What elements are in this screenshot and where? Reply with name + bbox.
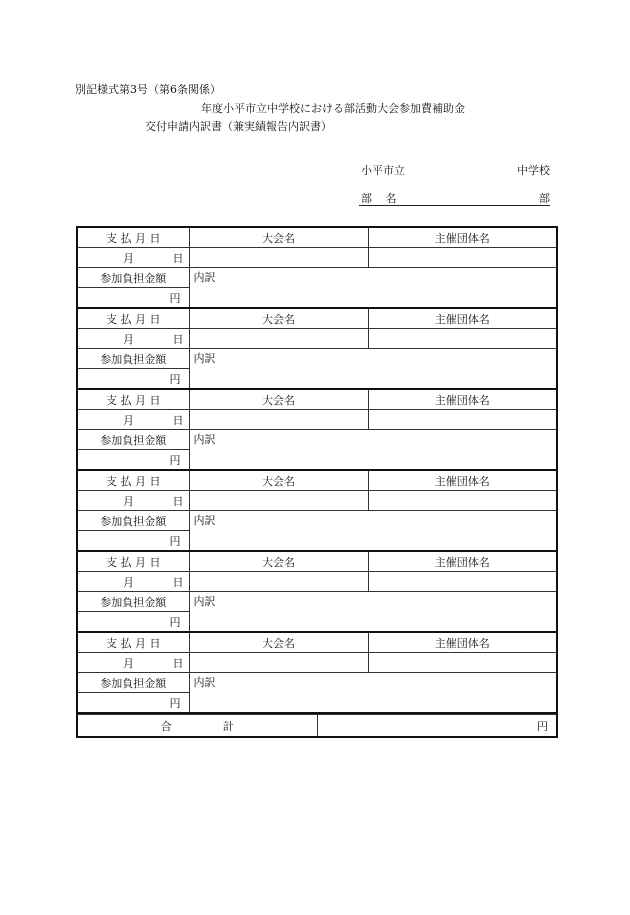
organizer-header: 主催団体名 (368, 308, 557, 329)
payment-date-header: 支 払 月 日 (77, 227, 189, 248)
department-name-field-line[interactable] (359, 205, 550, 206)
payment-date-field[interactable] (77, 248, 189, 268)
detail-field[interactable] (189, 592, 557, 633)
event-name-field[interactable] (189, 329, 368, 349)
fee-label: 参加負担金額 (77, 673, 189, 693)
organizer-field[interactable] (368, 491, 557, 511)
organizer-field[interactable] (368, 248, 557, 268)
payment-date-field[interactable] (77, 410, 189, 430)
department-label: 部 名 (361, 192, 402, 205)
payment-date-header: 支 払 月 日 (77, 551, 189, 572)
detail-label: 内訳 (193, 271, 216, 284)
event-name-header: 大会名 (189, 308, 368, 329)
payment-date-field[interactable] (77, 491, 189, 511)
department-suffix: 部 (539, 192, 550, 205)
fee-amount-field[interactable] (77, 369, 189, 390)
fee-amount-field[interactable] (77, 531, 189, 552)
detail-field[interactable] (189, 430, 557, 471)
day-label: 日 (172, 656, 184, 670)
fee-amount-field[interactable] (77, 612, 189, 633)
school-name-suffix: 中学校 (517, 164, 550, 177)
expense-breakdown-table (76, 226, 556, 738)
event-name-field[interactable] (189, 248, 368, 268)
yen-label: 円 (169, 615, 181, 629)
school-name-prefix: 小平市立 (361, 164, 405, 177)
entry-fee-row (77, 592, 557, 612)
detail-field[interactable] (189, 511, 557, 552)
payment-date-header: 支 払 月 日 (77, 632, 189, 653)
event-name-field[interactable] (189, 410, 368, 430)
payment-date-field[interactable] (77, 653, 189, 673)
month-label: 月 (123, 656, 134, 670)
total-label-left: 合 (160, 719, 172, 733)
document-title-line2: 交付申請内訳書（兼実績報告内訳書） (145, 120, 332, 133)
entry-header-row (77, 308, 557, 329)
month-label: 月 (123, 575, 134, 589)
entry-header-row (77, 551, 557, 572)
detail-label: 内訳 (193, 433, 216, 446)
organizer-header: 主催団体名 (368, 470, 557, 491)
detail-label: 内訳 (193, 676, 216, 689)
entry-values-row (77, 572, 557, 592)
fee-label: 参加負担金額 (77, 592, 189, 612)
organizer-header: 主催団体名 (368, 227, 557, 248)
organizer-header: 主催団体名 (368, 551, 557, 572)
organizer-header: 主催団体名 (368, 632, 557, 653)
yen-label: 円 (169, 291, 181, 305)
event-name-header: 大会名 (189, 470, 368, 491)
yen-label: 円 (169, 534, 181, 548)
fee-label: 参加負担金額 (77, 268, 189, 288)
fee-label: 参加負担金額 (77, 349, 189, 369)
detail-field[interactable] (189, 268, 557, 309)
document-title-line1: 年度小平市立中学校における部活動大会参加費補助金 (201, 102, 465, 115)
organizer-field[interactable] (368, 653, 557, 673)
day-label: 日 (172, 575, 184, 589)
entry-fee-row (77, 673, 557, 693)
entry-header-row (77, 470, 557, 491)
event-name-field[interactable] (189, 653, 368, 673)
organizer-field[interactable] (368, 329, 557, 349)
day-label: 日 (172, 413, 184, 427)
entry-fee-row (77, 511, 557, 531)
yen-label: 円 (169, 372, 181, 386)
entry-header-row (77, 389, 557, 410)
entry-header-row (77, 632, 557, 653)
event-name-header: 大会名 (189, 632, 368, 653)
yen-label: 円 (169, 453, 181, 467)
total-yen-label: 円 (537, 719, 548, 733)
detail-field[interactable] (189, 673, 557, 714)
payment-date-header: 支 払 月 日 (77, 389, 189, 410)
total-row (76, 714, 558, 738)
organizer-header: 主催団体名 (368, 389, 557, 410)
detail-label: 内訳 (193, 352, 216, 365)
fee-amount-field[interactable] (77, 450, 189, 471)
detail-label: 内訳 (193, 595, 216, 608)
payment-date-header: 支 払 月 日 (77, 470, 189, 491)
form-number: 別記様式第3号（第6条関係） (75, 83, 221, 96)
detail-field[interactable] (189, 349, 557, 390)
entry-values-row (77, 653, 557, 673)
entry-fee-row (77, 349, 557, 369)
entry-values-row (77, 248, 557, 268)
payment-date-header: 支 払 月 日 (77, 308, 189, 329)
day-label: 日 (172, 332, 184, 346)
total-label-right: 計 (222, 719, 234, 733)
organizer-field[interactable] (368, 410, 557, 430)
yen-label: 円 (169, 696, 181, 710)
entry-header-row (77, 227, 557, 248)
fee-label: 参加負担金額 (77, 511, 189, 531)
day-label: 日 (172, 494, 184, 508)
event-name-header: 大会名 (189, 389, 368, 410)
month-label: 月 (123, 332, 134, 346)
month-label: 月 (123, 413, 134, 427)
event-name-header: 大会名 (189, 227, 368, 248)
organizer-field[interactable] (368, 572, 557, 592)
month-label: 月 (123, 251, 134, 265)
entry-values-row (77, 410, 557, 430)
payment-date-field[interactable] (77, 572, 189, 592)
detail-label: 内訳 (193, 514, 216, 527)
day-label: 日 (172, 251, 184, 265)
entry-fee-row (77, 268, 557, 288)
month-label: 月 (123, 494, 134, 508)
entry-values-row (77, 491, 557, 511)
fee-amount-field[interactable] (77, 693, 189, 714)
event-name-field[interactable] (189, 572, 368, 592)
payment-date-field[interactable] (77, 329, 189, 349)
total-amount-field[interactable] (317, 715, 557, 738)
fee-amount-field[interactable] (77, 288, 189, 309)
event-name-field[interactable] (189, 491, 368, 511)
total-label-cell (77, 715, 317, 738)
entry-values-row (77, 329, 557, 349)
fee-label: 参加負担金額 (77, 430, 189, 450)
event-name-header: 大会名 (189, 551, 368, 572)
entry-fee-row (77, 430, 557, 450)
